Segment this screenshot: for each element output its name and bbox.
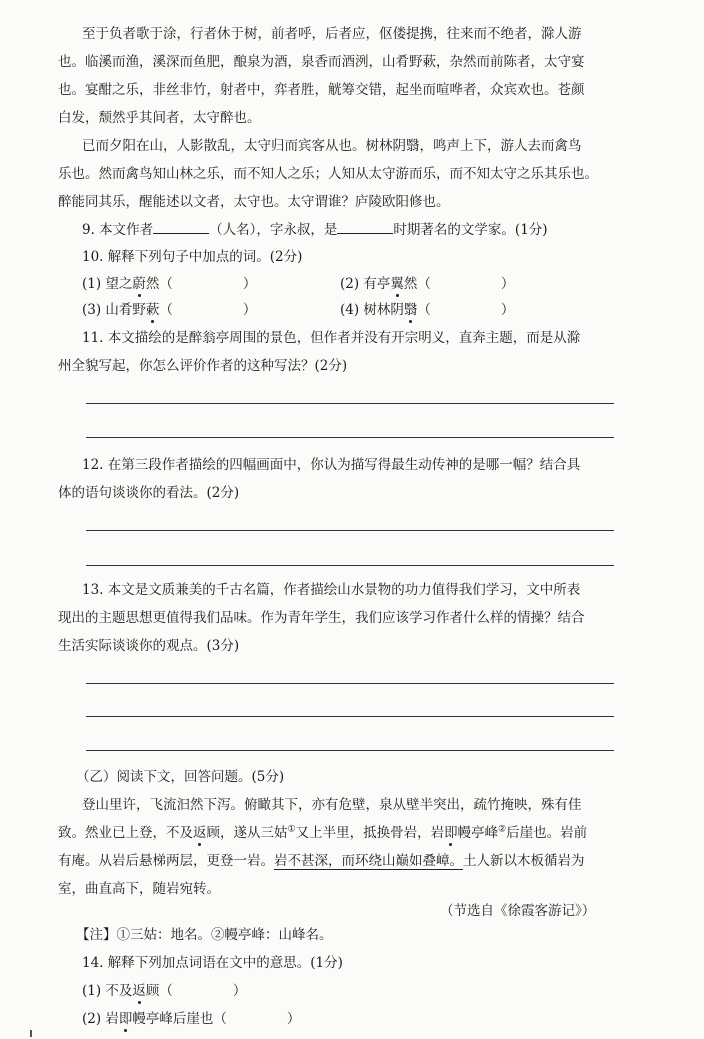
question-12-line2: 体的语句谈谈你的看法。(2分) [58, 485, 240, 501]
passage-b-line1: 登山里许，飞流汩然下泻。俯瞰其下，亦有危壁，泉从壁半突出，疏竹掩映，殊有佳 [82, 797, 582, 813]
passage-b-note: 【注】①三姑：地名。②幔亭峰：山峰名。 [76, 927, 333, 943]
passage-a-p2-line1: 已而夕阳在山，人影散乱，太守归而宾客从也。树林阴翳，鸣声上下，游人去而禽鸟 [82, 138, 582, 154]
question-13-line3: 生活实际谈谈你的观点。(3分) [58, 638, 240, 654]
passage-a-p1-line4: 白发，颓然乎其间者，太守醉也。 [58, 110, 261, 126]
passage-a-p1-line1: 至于负者歌于涂，行者休于树，前者呼，后者应，伛偻提携，往来而不绝者，滁人游 [82, 26, 582, 42]
question-10-option-1: (1) 望之蔚然（ ） [82, 272, 256, 292]
passage-a-p1-line3: 也。宴酣之乐，非丝非竹，射者中，弈者胜，觥筹交错，起坐而喧哗者，众宾欢也。苍颜 [58, 82, 585, 98]
question-14-stem: 14. 解释下列加点词语在文中的意思。(1分) [82, 955, 343, 971]
answer-line[interactable] [86, 683, 614, 684]
question-13-line1: 13. 本文是文质兼美的千古名篇，作者描绘山水景物的功力值得我们学习，文中所表 [82, 582, 581, 598]
question-14-option-1: (1) 不及返顾（ ） [82, 979, 246, 999]
question-9: 9. 本文作者 （人名），字永叔，是 时期著名的文学家。(1分) [82, 218, 548, 238]
answer-line[interactable] [86, 565, 614, 566]
answer-line[interactable] [86, 716, 614, 717]
answer-blank-author[interactable] [153, 219, 209, 234]
question-10-stem: 10. 解释下列句子中加点的词。(2分) [82, 249, 303, 265]
answer-line[interactable] [86, 403, 614, 404]
answer-line[interactable] [86, 530, 614, 531]
answer-blank-era[interactable] [337, 219, 393, 234]
answer-line[interactable] [86, 750, 614, 751]
passage-b-source: （节选自《徐霞客游记》） [440, 903, 596, 919]
part-b-heading: （乙）阅读下文，回答问题。(5分) [76, 769, 285, 785]
passage-a-p1-line2: 也。临溪而渔，溪深而鱼肥，酿泉为酒，泉香而酒洌，山肴野蔌，杂然而前陈者，太守宴 [58, 54, 585, 70]
question-11-line2: 州全貌写起，你怎么评价作者的这种写法？(2分) [58, 358, 348, 374]
question-11-line1: 11. 本文描绘的是醉翁亭周围的景色，但作者并没有开宗明义，直奔主题，而是从滁 [82, 330, 581, 346]
underlined-sentence: 岩不甚深，而环绕山巅如叠嶂。 [274, 853, 463, 869]
passage-b-line4: 室，曲直高下，随岩宛转。 [58, 881, 220, 897]
answer-line[interactable] [86, 437, 614, 438]
passage-b-line2: 致。然业已上登，不及返顾，遂从三姑①又上半里，抵换骨岩，岩即幔亭峰②后崖也。岩前 [58, 821, 587, 841]
question-14-option-2: (2) 岩即幔亭峰后崖也（ ） [82, 1007, 300, 1027]
passage-a-p2-line3: 醉能同其乐，醒能述以文者，太守也。太守谓谁？庐陵欧阳修也。 [58, 194, 450, 210]
question-10-option-3: (3) 山肴野蔌（ ） [82, 298, 256, 318]
question-10-option-4: (4) 树林阴翳（ ） [340, 298, 514, 318]
question-12-line1: 12. 在第三段作者描绘的四幅画面中，你认为描写得最生动传神的是哪一幅？结合具 [82, 457, 581, 473]
scan-mark [30, 1030, 32, 1037]
question-10-option-2: (2) 有亭翼然（ ） [340, 272, 514, 292]
passage-a-p2-line2: 乐也。然而禽鸟知山林之乐，而不知人之乐；人知从太守游而乐，而不知太守之乐其乐也。 [58, 166, 598, 182]
passage-b-line3: 有庵。从岩后悬梯两层，更登一岩。岩不甚深，而环绕山巅如叠嶂。土人新以木板循岩为 [58, 853, 585, 869]
question-13-line2: 现出的主题思想更值得我们品味。作为青年学生，我们应该学习作者什么样的情操？结合 [58, 610, 585, 626]
